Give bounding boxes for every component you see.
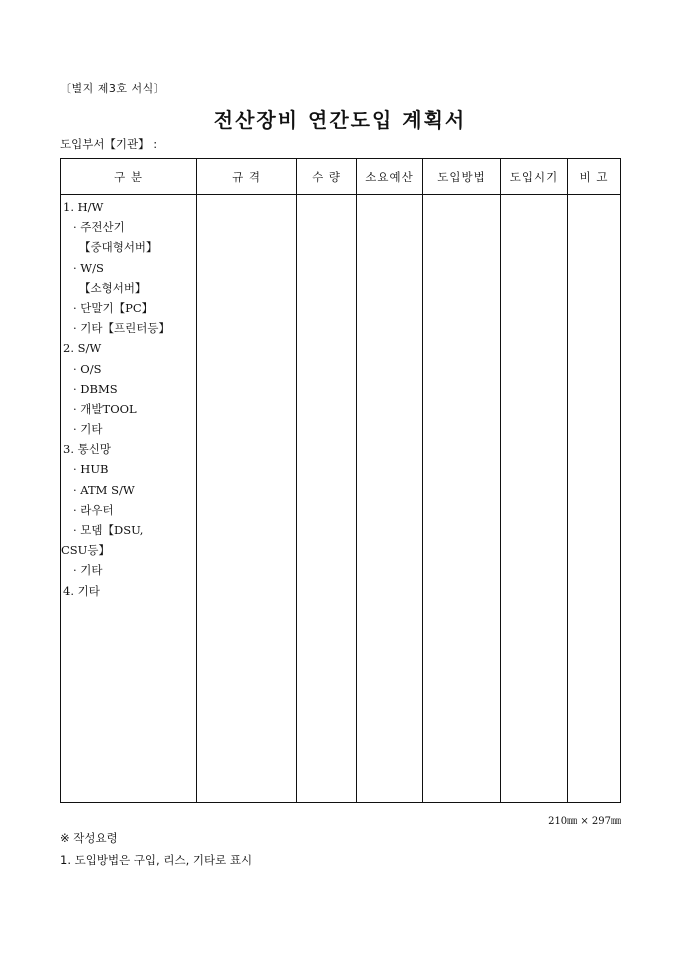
list-item: · ATM S/W <box>73 482 135 497</box>
timing-cell <box>501 195 568 803</box>
quantity-cell <box>297 195 357 803</box>
header-budget: 소요예산 <box>357 159 423 195</box>
budget-cell <box>357 195 423 803</box>
paper-size-label: 210㎜ × 297㎜ <box>548 816 621 827</box>
remarks-cell <box>568 195 621 803</box>
category-list <box>61 195 196 601</box>
specification-cell <box>197 195 297 803</box>
header-remarks: 비 고 <box>568 159 621 195</box>
document-title: 전산장비 연간도입 계획서 <box>213 108 467 132</box>
category-cell <box>61 195 197 803</box>
list-item: 1. H/W <box>63 200 104 214</box>
department-label: 도입부서【기관】 : <box>60 137 158 151</box>
header-quantity: 수 량 <box>297 159 357 195</box>
list-item: · 라우터 <box>73 502 114 517</box>
list-item: 3. 통신망 <box>63 442 111 457</box>
table-body-row <box>61 195 621 803</box>
list-item: · 기타【프린터등】 <box>73 321 170 336</box>
equipment-plan-table <box>60 158 621 803</box>
list-item: 4. 기타 <box>63 583 100 598</box>
header-timing: 도입시기 <box>501 159 568 195</box>
list-item: · 단말기【PC】 <box>73 300 154 315</box>
list-item: · O/S <box>73 361 102 376</box>
list-item: · HUB <box>73 462 109 477</box>
table-header-row <box>61 159 621 195</box>
list-item: · 모뎀【DSU, <box>73 523 144 537</box>
list-item: · W/S <box>73 260 104 275</box>
list-item: · 기타 <box>73 563 103 578</box>
note-item: 1. 도입방법은 구입, 리스, 기타로 표시 <box>60 853 253 867</box>
list-item: · 주전산기 <box>73 220 125 235</box>
notes-heading: ※ 작성요령 <box>60 831 118 845</box>
header-specification: 규 격 <box>197 159 297 195</box>
list-item: · DBMS <box>73 381 118 396</box>
list-item: 【소형서버】 <box>79 280 147 295</box>
list-item: · 개발TOOL <box>73 401 137 416</box>
header-method: 도입방법 <box>423 159 501 195</box>
list-item: CSU등】 <box>61 543 110 558</box>
form-number-label: 〔별지 제3호 서식〕 <box>60 82 166 95</box>
list-item: 【중대형서버】 <box>79 240 158 255</box>
list-item: 2. S/W <box>63 341 102 356</box>
method-cell <box>423 195 501 803</box>
list-item: · 기타 <box>73 422 103 437</box>
header-category: 구 분 <box>61 159 197 195</box>
